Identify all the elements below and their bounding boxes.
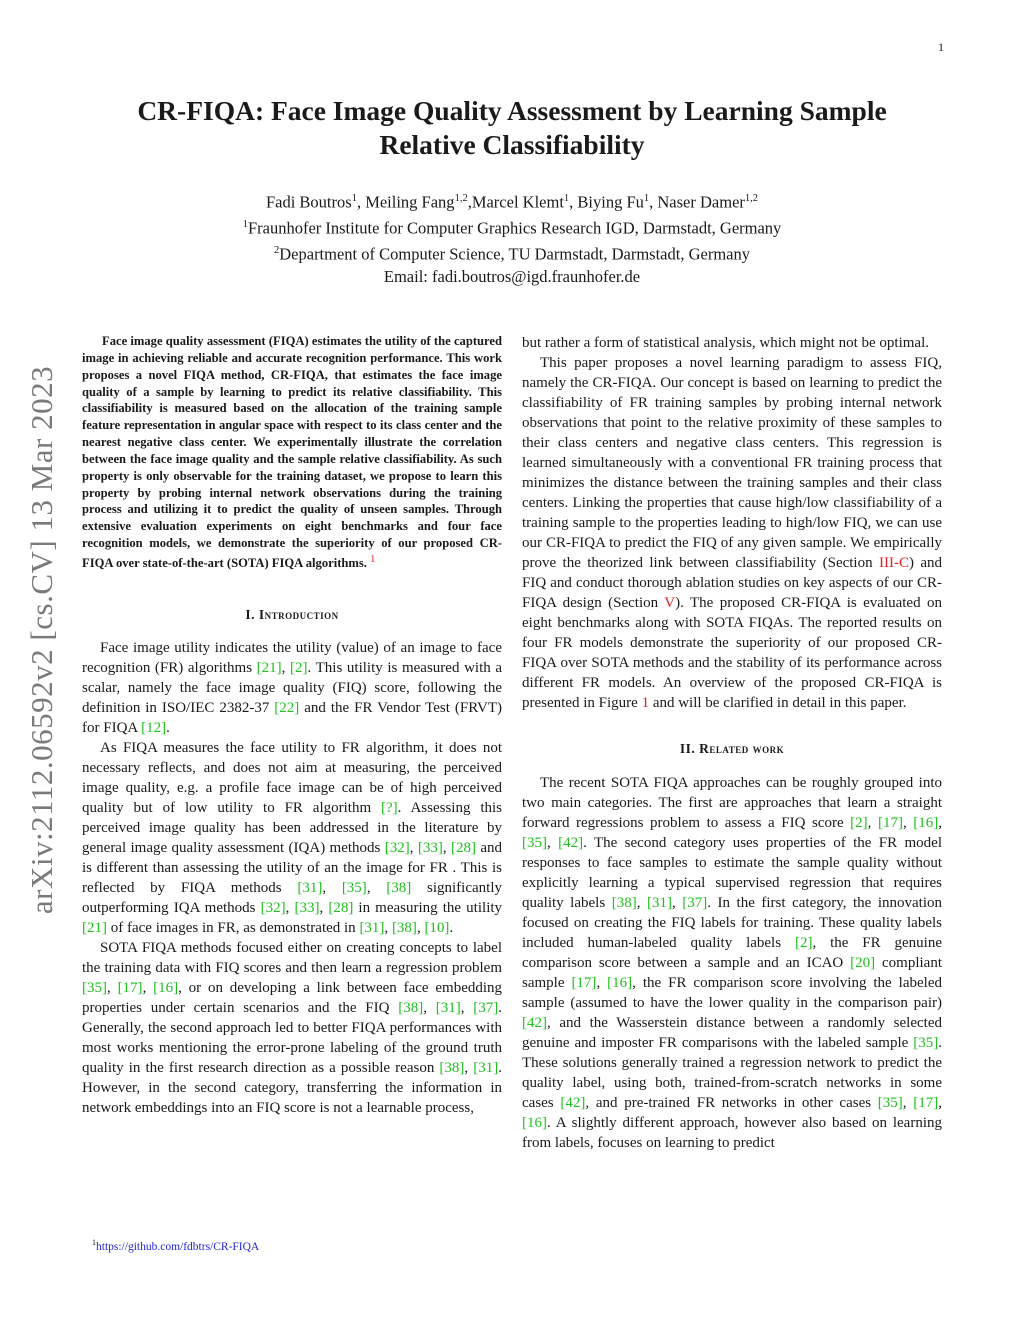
author-name: Naser Damer <box>657 192 745 212</box>
affiliation-marker: 1 <box>563 193 570 204</box>
footnote-number: 1 <box>92 1238 96 1247</box>
citation-link[interactable]: [38] <box>439 1060 465 1076</box>
citation-link[interactable]: [32] <box>260 900 286 916</box>
intro-paragraph-4: This paper proposes a novel learning paradigm to assess FIQ, namely the CR-FIQA. Our concept is based on learning to predict the classifiability of FR training samples by probing internal network observations that point to the relative proximity of these samples to their class centers and negative class centers. This regression is learned simultaneously with a conventional FR training process that minimizes the distance between the training samples and their class centers. Linking the properties that cause high/low classifiability of a training sample to the properties leading to high/low FIQ, we can use our CR-FIQA to predict the FIQ of any given sample. We empirically prove the theorized link between classifiability (Section III-C) and FIQ and conduct thorough ablation studies on key aspects of our CR-FIQA design (Section V). The proposed CR-FIQA is evaluated on eight benchmarks along with SOTA FIQAs. The reported results on four FR models demonstrate the superiority of our proposed CR-FIQA over SOTA methods and the stability of its performance across different FR models. An overview of the proposed CR-FIQA is presented in Figure 1 and will be clarified in detail in this paper. <box>522 355 942 711</box>
citation-link[interactable]: [31] <box>646 895 672 911</box>
citation-link[interactable]: [38] <box>391 920 417 936</box>
author-name: Biying Fu <box>577 192 644 212</box>
affiliation-marker: 1 <box>643 193 650 204</box>
affiliation-marker: 1 <box>351 193 357 204</box>
citation-link[interactable]: [17] <box>913 1095 939 1111</box>
citation-link[interactable]: [12] <box>141 720 167 736</box>
citation-link[interactable]: [21] <box>82 920 107 936</box>
citation-link[interactable]: [17] <box>117 980 143 996</box>
citation-link[interactable]: [35] <box>877 1095 903 1111</box>
citation-link[interactable]: [20] <box>850 955 876 971</box>
citation-link[interactable]: [38] <box>611 895 637 911</box>
citation-link[interactable]: [31] <box>297 880 323 896</box>
author-list: Fadi Boutros$^1$, Meiling Fang$^{1,2}$,Marcel Klemt$^1$, Biying Fu$^1$, Naser Damer$^{1,2}$ <box>265 192 759 212</box>
section-crossref-link[interactable]: V <box>664 595 676 611</box>
citation-link[interactable]: [35] <box>522 835 547 851</box>
citation-link[interactable]: [42] <box>522 1015 547 1031</box>
intro-paragraph-3: SOTA FIQA methods focused either on creating concepts to label the training data with FIQ scores and then learn a regression problem [35], [17], [16], or on developing a link between face embedding properties under certain scenarios and the FIQ [38], [31], [37]. Generally, the second approach led to better FIQA performances with most works mentioning the error-prone labeling of the ground truth quality in the first research direction as a possible reason [38], [31]. However, in the second category, transferring the information in network embeddings into an FIQ score is not a learnable process, <box>82 940 503 1116</box>
arxiv-identifier-stamp[interactable]: arXiv:2112.06592v2 [cs.CV] 13 Mar 2023 <box>24 365 59 915</box>
citation-link[interactable]: [32] <box>384 840 410 856</box>
citation-link[interactable]: [28] <box>328 900 354 916</box>
citation-link[interactable]: [16] <box>607 975 633 991</box>
citation-link[interactable]: [31] <box>359 920 385 936</box>
section-heading-related-work: II. Related work <box>679 741 785 756</box>
intro-paragraph-2: As FIQA measures the face utility to FR algorithm, it does not necessary reflects, and does not aim at measuring, the perceived image quality, e.g. a profile face image can be of high perceived quality but of low utility to FR algorithm [?]. Assessing this perceived image quality has been addressed in the literature by general image quality assessment (IQA) methods [32], [33], [28] and is different than assessing the utility of an the image for FR . This is reflected by FIQA methods [31], [35], [38] significantly outperforming IQA methods [32], [33], [28] in measuring the utility [21] of face images in FR, as demonstrated in [31], [38], [10]. <box>82 740 503 936</box>
affiliation-marker: 1,2 <box>744 193 759 204</box>
citation-link[interactable]: [?] <box>381 800 398 816</box>
citation-link[interactable]: [16] <box>153 980 179 996</box>
abstract: Face image quality assessment (FIQA) estimates the utility of the captured image in achieving reliable and accurate recognition performance. This work proposes a novel FIQA method, CR-FIQA, that estimates the face image quality of a sample by learning to predict its relative classifiability. This classifiability is measured based on the allocation of the training sample feature representation in angular space with respect to its class center and the nearest negative class center. We experimentally illustrate the correlation between the face image quality and the sample relative classifiability. As such property is only observable for the training dataset, we propose to learn this property by probing internal network observations during the training process and utilizing it to predict the quality of unseen samples. Through extensive evaluation experiments on eight benchmarks and four face recognition models, we demonstrate the superiority of our proposed CR-FIQA over state-of-the-art (SOTA) FIQA algorithms. $^1$ <box>82 334 502 571</box>
citation-link[interactable]: [16] <box>522 1115 547 1131</box>
author-block <box>100 188 924 289</box>
citation-link[interactable]: [28] <box>450 840 476 856</box>
left-column <box>82 333 502 1118</box>
citation-link[interactable]: [35] <box>82 980 107 996</box>
author-name: Meiling Fang <box>365 192 455 212</box>
citation-link[interactable]: [22] <box>274 700 300 716</box>
citation-link[interactable]: [2] <box>794 935 813 951</box>
author-name: Marcel Klemt <box>471 192 564 212</box>
contact-email: Email: fadi.boutros@igd.fraunhofer.de <box>383 267 641 286</box>
citation-link[interactable]: [33] <box>294 900 320 916</box>
page-number: 1 <box>938 40 944 54</box>
citation-link[interactable]: [35] <box>341 880 367 896</box>
intro-paragraph-3-continued: but rather a form of statistical analysis, which might not be optimal. <box>522 335 929 351</box>
related-work-paragraph-1: The recent SOTA FIQA approaches can be roughly grouped into two main categories. The first are approaches that learn a straight forward regressions problem to assess a FIQ score [2], [17], [16], [35], [42]. The second category uses properties of the FR model responses to face samples to estimate the sample quality without explicitly learning a typical supervised regression that requires quality labels [38], [31], [37]. In the first category, the innovation focused on creating the FIQ labels for training. These quality labels included human-labeled quality labels [2], the FR genuine comparison score between a sample and an ICAO [20] compliant sample [17], [16], the FR comparison score involving the labeled sample (assumed to have the lower quality in the comparison pair) [42], and the Wasserstein distance between a randomly selected genuine and imposter FR comparisons with the labeled sample [35]. These solutions generally trained a regression network to predict the quality label, using both, trained-from-scratch networks in some cases [42], and pre-trained FR networks in other cases [35], [17], [16]. A slightly different approach, however also based on learning from labels, focuses on learning to predict <box>522 775 943 1151</box>
citation-link[interactable]: [37] <box>682 895 708 911</box>
citation-link[interactable]: [17] <box>571 975 597 991</box>
citation-link[interactable]: [2] <box>850 815 868 831</box>
citation-link[interactable]: [17] <box>877 815 903 831</box>
citation-link[interactable]: [21] <box>256 660 282 676</box>
affiliation-1: $^1$Fraunhofer Institute for Computer Graphics Research IGD, Darmstadt, Germany <box>242 218 782 238</box>
section-crossref-link[interactable]: III-C <box>878 555 909 571</box>
citation-link[interactable]: [31] <box>473 1060 499 1076</box>
citation-link[interactable]: [38] <box>386 880 412 896</box>
github-repository-link[interactable]: https://github.com/fdbtrs/CR-FIQA <box>96 1240 260 1253</box>
citation-link[interactable]: [2] <box>290 660 308 676</box>
affiliation-marker: 1,2 <box>454 193 468 204</box>
footnote <box>92 1236 259 1254</box>
citation-link[interactable]: [38] <box>398 1000 424 1016</box>
citation-link[interactable]: [31] <box>435 1000 461 1016</box>
author-name: Fadi Boutros <box>265 192 352 212</box>
figure-crossref-link[interactable]: 1 <box>641 695 650 711</box>
citation-link[interactable]: [33] <box>417 840 443 856</box>
affiliation-2: $^2$Department of Computer Science, TU Darmstadt, Darmstadt, Germany <box>274 244 750 264</box>
intro-paragraph-1: Face image utility indicates the utility (value) of an image to face recognition (FR) algorithms [21], [2]. This utility is measured with a scalar, namely the face image quality (FIQ) score, following the definition in ISO/IEC 2382-37 [22] and the FR Vendor Test (FRVT) for FIQA [12]. <box>82 640 503 736</box>
citation-link[interactable]: [10] <box>424 920 450 936</box>
section-heading-introduction: I. Introduction <box>245 607 339 622</box>
citation-link[interactable]: [42] <box>560 1095 586 1111</box>
citation-link[interactable]: [42] <box>558 835 584 851</box>
footnote-reference-link[interactable]: 1 <box>370 553 376 565</box>
right-column <box>522 333 942 1153</box>
citation-link[interactable]: [37] <box>473 1000 499 1016</box>
citation-link[interactable]: [16] <box>913 815 939 831</box>
citation-link[interactable]: [35] <box>913 1035 939 1051</box>
paper-title: CR-FIQA: Face Image Quality Assessment by Learning Sample Relative Classifiability <box>137 95 887 160</box>
